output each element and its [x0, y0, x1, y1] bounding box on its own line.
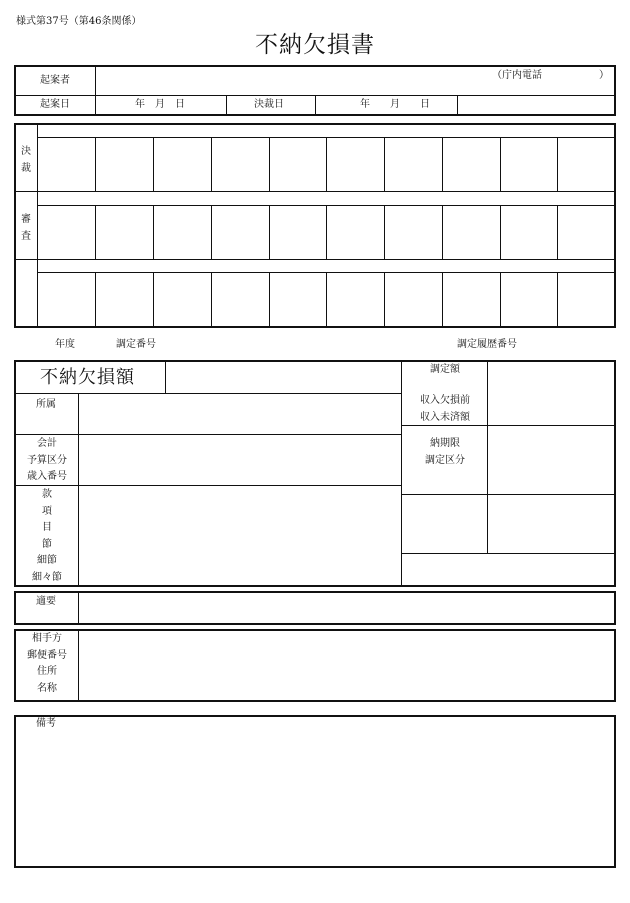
draft-date-field[interactable]: 年 月 日: [135, 99, 185, 110]
extra-cell-bottom[interactable]: [403, 555, 614, 585]
loss-amount-title: 不納欠損額: [40, 367, 135, 388]
loss-before-labels: 収入欠損前 収入未済額: [420, 395, 470, 423]
draft-date-label: 起案日: [40, 99, 70, 110]
decision-label: 決 裁: [21, 146, 31, 174]
form-reference: 様式第37号（第46条関係）: [16, 16, 142, 27]
summary-field[interactable]: [80, 593, 614, 623]
phone-close: ）: [599, 70, 609, 81]
account-field[interactable]: [80, 436, 400, 484]
remarks-field[interactable]: [16, 732, 614, 866]
affiliation-field[interactable]: [80, 395, 400, 433]
loss-amount-field[interactable]: [167, 362, 400, 392]
extra-cell-left[interactable]: [403, 496, 486, 552]
decision-date-label: 決裁日: [254, 99, 284, 110]
adjust-number-label: 調定番号: [116, 339, 156, 350]
adjust-history-number-label: 調定履歴番号: [457, 339, 517, 350]
adjust-amount-field[interactable]: [489, 362, 614, 424]
extra-date-field[interactable]: [458, 97, 614, 115]
affiliation-label: 所属: [36, 399, 56, 410]
party-labels: 相手方 郵便番号 住所 名称: [27, 633, 67, 694]
extra-cell-right[interactable]: [489, 496, 614, 552]
page-title: 不納欠損書: [255, 32, 375, 58]
account-labels: 会計 予算区分 歳入番号: [27, 438, 67, 482]
budget-item-labels: 款 項 目 節 細節 細々節: [32, 489, 62, 583]
remarks-label: 備考: [36, 718, 56, 729]
budget-item-field[interactable]: [80, 487, 400, 585]
deadline-field[interactable]: [489, 427, 614, 493]
adjust-amount-label: 調定額: [430, 364, 460, 375]
review-label: 審 査: [21, 214, 31, 242]
drafter-label: 起案者: [40, 75, 70, 86]
summary-label: 適要: [36, 596, 56, 607]
decision-date-field[interactable]: 年 月 日: [360, 99, 430, 110]
phone-label: （庁内電話: [492, 70, 542, 81]
deadline-labels: 納期限 調定区分: [425, 438, 465, 466]
approval-table: [14, 123, 616, 328]
party-field[interactable]: [80, 631, 614, 700]
fiscal-year-label: 年度: [55, 339, 75, 350]
